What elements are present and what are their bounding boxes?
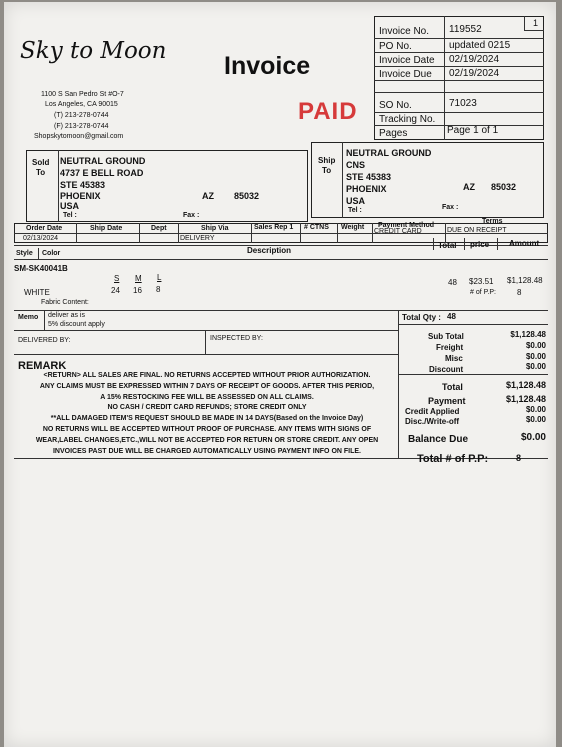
sold-to-fax-label: Fax : xyxy=(183,212,200,219)
tracking-label: Tracking No. xyxy=(379,114,436,125)
company-fax: (F) 213-278-0744 xyxy=(54,123,109,130)
company-email: Shopskytomoon@gmail.com xyxy=(34,133,124,140)
invoice-no-label: Invoice No. xyxy=(379,26,430,37)
size-l: L xyxy=(157,273,162,282)
company-logo: Sky to Moon xyxy=(20,38,167,64)
payment-method-header: Payment Method xyxy=(378,222,435,229)
total-value: $1,128.48 xyxy=(505,380,546,390)
sold-to-zip: 85032 xyxy=(234,191,260,201)
so-no-value: 71023 xyxy=(449,98,477,109)
sold-to-label: To xyxy=(36,168,46,177)
total-qty-value: 48 xyxy=(447,312,456,321)
invoice-paper xyxy=(4,2,556,747)
remark-line: ANY CLAIMS MUST BE EXPRESSED WITHIN 7 DAYS OF RECEIPT OF GOODS. AFTER THIS PERIOD, xyxy=(39,382,375,390)
company-address2: Los Angeles, CA 90015 xyxy=(45,101,118,108)
balance-due-value: $0.00 xyxy=(520,432,546,443)
page-corner-number: 1 xyxy=(533,18,539,28)
disc-writeoff-label: Disc./Write-off xyxy=(405,417,460,426)
ship-to-state: AZ xyxy=(463,182,475,192)
credit-applied-value: $0.00 xyxy=(525,405,546,414)
total-label: Total xyxy=(442,382,463,392)
item-style-code: SM-SK40041B xyxy=(14,264,68,273)
sales-rep-header: Sales Rep 1 xyxy=(254,224,294,231)
disc-writeoff-value: $0.00 xyxy=(525,415,546,424)
freight-label: Freight xyxy=(436,343,464,352)
remark-line: INVOICES PAST DUE WILL BE CHARGED AUTOMATICALLY USING PAYMENT INFO ON FILE. xyxy=(52,447,362,455)
invoice-date-value: 02/19/2024 xyxy=(449,54,500,65)
misc-label: Misc xyxy=(445,354,463,363)
ship-to-city: PHOENIX xyxy=(346,184,387,194)
ship-via-header: Ship Via xyxy=(201,225,229,232)
ship-to-label: To xyxy=(322,166,332,175)
remark-line: WEAR,LABEL CHANGES,ETC.,WILL NOT BE ACCEPTED FOR RETURN OR STORE CREDIT. ANY OPEN xyxy=(35,436,379,444)
ship-label: Ship xyxy=(318,156,336,165)
item-pp-value: 8 xyxy=(517,288,522,297)
ship-to-zip: 85032 xyxy=(491,182,517,192)
memo-label: Memo xyxy=(18,314,39,321)
invoice-due-value: 02/19/2024 xyxy=(449,68,500,79)
sold-to-state: AZ xyxy=(202,191,214,201)
total-qty-label: Total Qty : xyxy=(402,313,441,322)
fabric-content-label: Fabric Content: xyxy=(41,299,89,306)
ctns-header: # CTNS xyxy=(304,224,329,231)
item-amount: $1,128.48 xyxy=(507,276,543,285)
qty-s: 24 xyxy=(111,286,120,295)
remark-line: **ALL DAMAGED ITEM'S REQUEST SHOULD BE MADE IN 14 DAYS(Based on the Invoice Day) xyxy=(50,415,364,423)
order-date-header: Order Date xyxy=(26,225,63,232)
memo-line2: 5% discount apply xyxy=(48,321,105,328)
memo-line1: deliver as is xyxy=(48,312,85,319)
sold-to-country: USA xyxy=(60,201,80,211)
sold-label: Sold xyxy=(32,158,50,167)
credit-applied-label: Credit Applied xyxy=(405,407,460,416)
sold-to-street: 4737 E BELL ROAD xyxy=(60,168,144,178)
company-phone: (T) 213-278-0744 xyxy=(54,112,109,119)
amount-header: Amount xyxy=(509,239,540,248)
size-m: M xyxy=(135,274,142,283)
ship-to-suite: STE 45383 xyxy=(346,172,392,182)
terms-value: DUE ON RECEIPT xyxy=(447,227,507,234)
sold-to-name: NEUTRAL GROUND xyxy=(60,156,146,166)
total-pp-label: Total # of P.P: xyxy=(417,453,489,465)
ship-date-header: Ship Date xyxy=(90,225,123,232)
company-address1: 1100 S San Pedro St #O-7 xyxy=(41,91,124,98)
invoice-due-label: Invoice Due xyxy=(379,69,432,80)
dept-header: Dept xyxy=(151,225,167,232)
order-date-value: 02/13/2024 xyxy=(23,235,59,242)
discount-label: Discount xyxy=(429,365,464,374)
payment-label: Payment xyxy=(428,396,466,406)
total-pp-value: 8 xyxy=(516,453,522,463)
remark-line: <RETURN> ALL SALES ARE FINAL. NO RETURNS ACCEPTED WITHOUT PRIOR AUTHORIZATION. xyxy=(43,372,371,379)
item-price: $23.51 xyxy=(469,277,494,286)
payment-method-value: CREDIT CARD xyxy=(374,228,422,235)
color-header: Color xyxy=(42,250,61,257)
ship-to-line2: CNS xyxy=(346,160,366,170)
paid-stamp: PAID xyxy=(298,98,358,125)
description-header: Description xyxy=(247,246,292,255)
weight-header: Weight xyxy=(341,224,365,231)
delivered-by-label: DELIVERED BY: xyxy=(18,337,71,344)
terms-header: Terms xyxy=(482,218,503,225)
subtotal-label: Sub Total xyxy=(428,332,464,341)
balance-due-label: Balance Due xyxy=(408,434,469,445)
size-s: S xyxy=(114,274,120,283)
freight-value: $0.00 xyxy=(525,341,546,350)
po-no-label: PO No. xyxy=(379,41,412,52)
remark-title: REMARK xyxy=(18,360,67,372)
ship-to-fax-label: Fax : xyxy=(442,204,459,211)
subtotal-value: $1,128.48 xyxy=(510,330,546,339)
ship-via-value: DELIVERY xyxy=(180,235,215,242)
remark-line: NO CASH / CREDIT CARD REFUNDS; STORE CREDIT ONLY xyxy=(107,404,307,412)
remark-line: NO RETURNS WILL BE ACCEPTED WITHOUT PROOF OF PURCHASE. ANY ITEMS WITH SIGNS OF xyxy=(42,425,372,433)
payment-value: $1,128.48 xyxy=(505,394,546,404)
ship-to-country: USA xyxy=(346,196,366,206)
pages-value: Page 1 of 1 xyxy=(447,125,499,136)
misc-value: $0.00 xyxy=(525,352,546,361)
sold-to-tel-label: Tel : xyxy=(63,212,77,219)
discount-value: $0.00 xyxy=(525,362,546,371)
pages-label: Pages xyxy=(379,128,408,139)
po-no-value: updated 0215 xyxy=(449,40,511,51)
total-header: Total xyxy=(438,241,457,250)
price-header: price xyxy=(470,240,490,249)
sold-to-suite: STE 45383 xyxy=(60,180,106,190)
qty-m: 16 xyxy=(133,286,142,295)
style-header: Style xyxy=(16,250,33,257)
invoice-no-value: 119552 xyxy=(449,24,482,35)
so-no-label: SO No. xyxy=(379,100,412,111)
item-pp-label: # of P.P: xyxy=(470,289,496,296)
ship-to-tel-label: Tel : xyxy=(348,207,362,214)
inspected-by-label: INSPECTED BY: xyxy=(210,335,263,342)
remark-block xyxy=(18,371,396,457)
invoice-date-label: Invoice Date xyxy=(379,55,435,66)
item-total-qty: 48 xyxy=(448,278,457,287)
sold-to-city: PHOENIX xyxy=(60,191,101,201)
document-title: Invoice xyxy=(224,52,311,80)
item-color: WHITE xyxy=(24,288,50,297)
remark-line: A 15% RESTOCKING FEE WILL BE ASSESSED ON ALL CLAIMS. xyxy=(100,393,314,401)
qty-l: 8 xyxy=(156,285,161,294)
ship-to-name: NEUTRAL GROUND xyxy=(346,148,432,158)
